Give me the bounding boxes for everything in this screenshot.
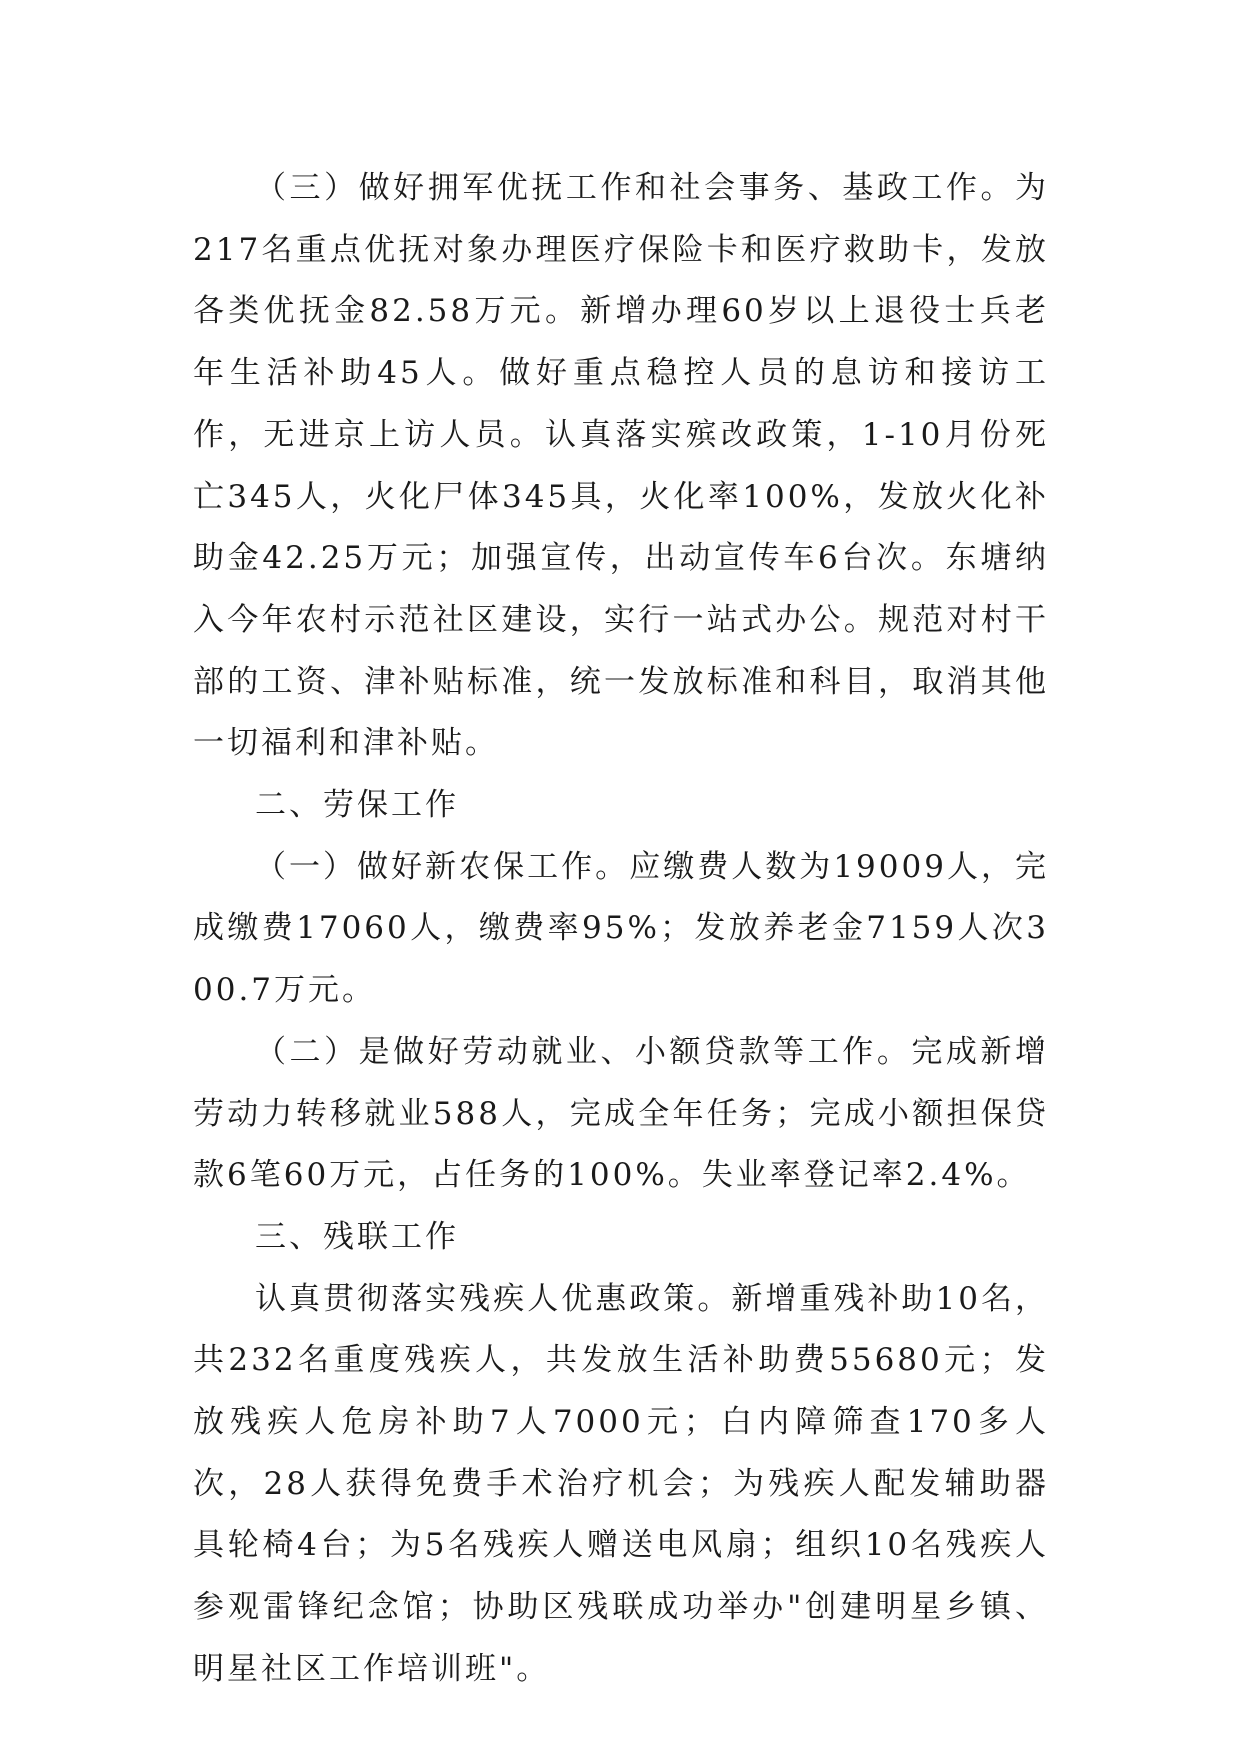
paragraph-employment-loans: （二）是做好劳动就业、小额贷款等工作。完成新增劳动力转移就业588人，完成全年任务；完成小额担保贷款6笔60万元，占任务的100%。失业率登记率2.4%。 bbox=[193, 1033, 1049, 1194]
paragraph-disability-policy: 认真贯彻落实残疾人优惠政策。新增重残补助10名，共232名重度残疾人，共发放生活补助费55680元；发放残疾人危房补助7人7000元；白内障筛查170多人次，28人获得免费手术治疗机会；为残疾人配发辅助器具轮椅4台；为5名残疾人赠送电风扇；组织10名残疾人参观雷锋纪念馆；协助区残联成功举办"创建明星乡镇、明星社区工作培训班"。 bbox=[193, 1280, 1049, 1687]
document-body bbox=[193, 158, 1049, 1701]
section-heading-labor-insurance: 二、劳保工作 bbox=[255, 787, 459, 824]
paragraph-social-affairs: （三）做好拥军优抚工作和社会事务、基政工作。为217名重点优抚对象办理医疗保险卡和医疗救助卡，发放各类优抚金82.58万元。新增办理60岁以上退役士兵老年生活补助45人。做好重点稳控人员的息访和接访工作，无进京上访人员。认真落实殡改政策，1-10月份死亡345人，火化尸体345具，火化率100%，发放火化补助金42.25万元；加强宣传，出动宣传车6台次。东塘纳入今年农村示范社区建设，实行一站式办公。规范对村干部的工资、津补贴标准，统一发放标准和科目，取消其他一切福利和津补贴。 bbox=[193, 170, 1049, 762]
paragraph-rural-pension: （一）做好新农保工作。应缴费人数为19009人，完成缴费17060人，缴费率95%；发放养老金7159人次300.7万元。 bbox=[193, 848, 1049, 1009]
section-heading-disabled-federation: 三、残联工作 bbox=[255, 1218, 459, 1255]
